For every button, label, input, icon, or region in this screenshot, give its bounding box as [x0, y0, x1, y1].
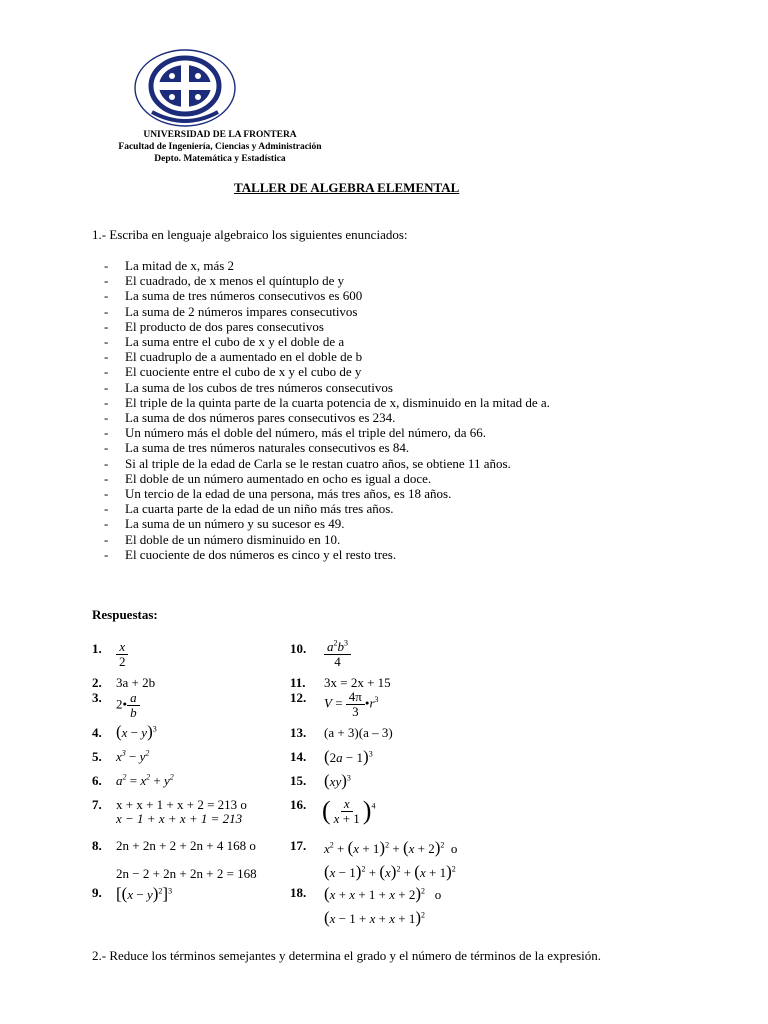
list-item: - La cuarta parte de la edad de un niño más tres años. — [104, 501, 394, 517]
answer-15: (xy)$^3$ — [324, 771, 351, 790]
list-item: - La suma de dos números pares consecutivos es 234. — [104, 410, 396, 426]
list-item: - Si al triple de la edad de Carla se le restan cuatro años, se obtiene 11 años. — [104, 455, 511, 471]
answer-8-line2: 2n − 2 + 2n + 2n + 2 = 168 — [116, 866, 257, 881]
answer-18-line2: $(x - 1 + x + x + 1)^2$ — [324, 908, 426, 927]
answer-number: 4. — [92, 725, 102, 740]
university-name: UNIVERSIDAD DE LA FRONTERA — [143, 130, 297, 140]
list-item: - La suma de los cubos de tres números consecutivos — [104, 379, 393, 395]
answer-number: 17. — [290, 838, 307, 853]
answer-number: 6. — [92, 773, 102, 788]
list-item: - La suma de tres números consecutivos es 600 — [104, 288, 363, 304]
section2-heading: 2.- Reduce los términos semejantes y determina el grado y el número de términos de la expresión. — [92, 948, 602, 963]
answer-9: $[(x - y)^2]^3$ — [116, 884, 173, 903]
answer-2: 3a + 2b — [116, 675, 156, 690]
answer-number: 2. — [92, 675, 102, 690]
university-logo — [130, 46, 240, 130]
list-item: - La mitad de x, más 2 — [104, 258, 235, 273]
answer-number: 15. — [290, 773, 307, 788]
answer-number: 18. — [290, 885, 307, 900]
list-item: - El doble de un número aumentado en ocho es igual a doce. — [104, 470, 432, 486]
answer-4: $(x - y)^3$ — [116, 722, 157, 741]
list-item: - El triple de la quinta parte de la cuarta potencia de x, disminuido en la mitad de a. — [104, 394, 550, 410]
answer-number: 11. — [290, 675, 306, 690]
answer-5: $x^3 - y^2$ — [116, 748, 150, 764]
section1-heading: 1.- Escriba en lenguaje algebraico los siguientes enunciados: — [92, 227, 408, 242]
list-item: - El cuadruplo de a aumentado en el doble de b — [104, 349, 363, 365]
answer-10: $\frac{a^2b^3}{4}$ — [324, 640, 351, 669]
list-item: - El cuociente de dos números es cinco y el resto tres. — [104, 546, 397, 562]
answer-number: 14. — [290, 749, 307, 764]
department-name: Depto. Matemática y Estadística — [154, 154, 286, 164]
list-item: - Un número más el doble del número, más el triple del número, da 66. — [104, 425, 487, 441]
answer-17-line1: $x^2 + (x + 1)^2 + (x + 2)^2$ o — [324, 838, 458, 857]
answer-number: 7. — [92, 797, 102, 812]
list-item: - La suma de un número y su sucesor es 49. — [104, 516, 345, 532]
list-item: - La suma de 2 números impares consecutivos — [104, 303, 358, 319]
answer-17-line2: $(x - 1)^2 + (x)^2 + (x + 1)^2$ — [324, 862, 456, 881]
answer-number: 16. — [290, 797, 307, 812]
answer-6: $a^2 = x^2 + y^2$ — [116, 772, 174, 788]
answer-16: ( $\frac{x}{x + 1}$ )$^4$ — [322, 795, 376, 826]
answer-number: 1. — [92, 641, 102, 656]
answer-3: 2• $\frac{a}{b}$ — [116, 691, 140, 720]
answer-number: 9. — [92, 885, 102, 900]
list-item: - La suma entre el cubo de x y el doble de a — [104, 334, 345, 350]
answer-7-line2: x − 1 + x + x + 1 = 213 — [116, 811, 243, 826]
statement-list — [104, 258, 574, 562]
answer-7-line1: x + x + 1 + x + 2 = 213 o — [116, 797, 247, 812]
answer-13: (a + 3)(a – 3) — [324, 725, 393, 740]
list-item: - El doble de un número disminuido en 10. — [104, 531, 341, 547]
answer-11: 3x = 2x + 15 — [324, 675, 391, 690]
document-title: TALLER DE ALGEBRA ELEMENTAL — [234, 180, 460, 195]
answer-18-line1: $(x + x + 1 + x + 2)^2$ o — [324, 884, 442, 903]
list-item: - El cuadrado, de x menos el quíntuplo de y — [104, 273, 345, 289]
list-item: - El cuociente entre el cubo de x y el cubo de y — [104, 364, 362, 380]
answer-number: 12. — [290, 690, 307, 705]
answer-12: V = $\frac{4\pi}{3}$ $•r^3$ — [324, 689, 379, 719]
answer-number: 3. — [92, 690, 102, 705]
list-item: - La suma de tres números naturales consecutivos es 84. — [104, 440, 410, 456]
answer-number: 8. — [92, 838, 102, 853]
list-item: - El producto de dos pares consecutivos — [104, 318, 324, 334]
faculty-name: Facultad de Ingeniería, Ciencias y Administración — [118, 142, 322, 152]
list-item: - Un tercio de la edad de una persona, más tres años, es 18 años. — [104, 486, 452, 502]
answer-8-line1: 2n + 2n + 2 + 2n + 4 168 o — [116, 838, 256, 853]
answer-number: 13. — [290, 725, 307, 740]
answers-heading: Respuestas: — [92, 607, 158, 622]
answer-14: $(2a - 1)^3$ — [324, 747, 373, 766]
answer-number: 5. — [92, 749, 102, 764]
answer-1: $\frac{x}{2}$ — [116, 640, 129, 669]
answer-number: 10. — [290, 641, 307, 656]
